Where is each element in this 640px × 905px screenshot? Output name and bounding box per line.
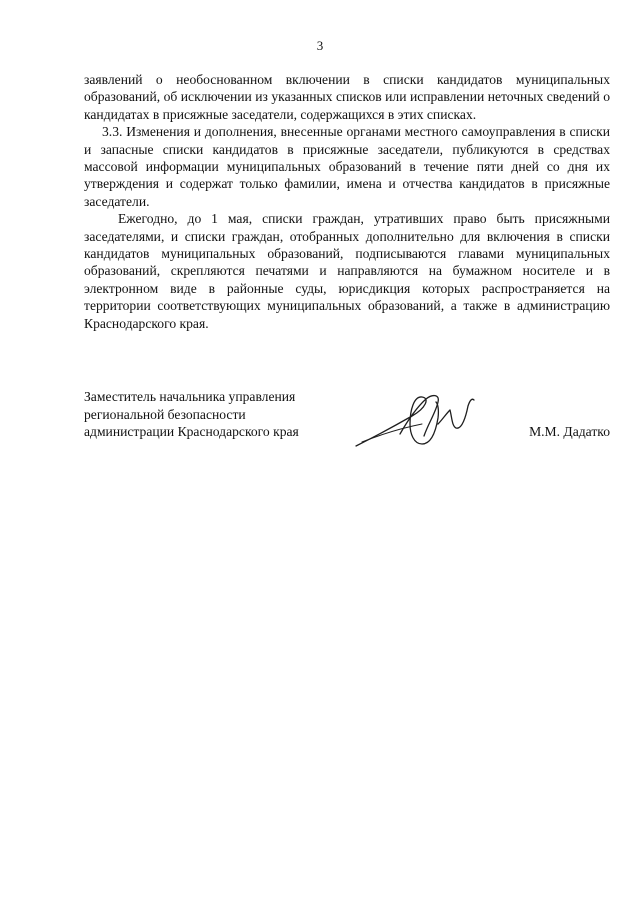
document-body [84,71,610,332]
handwritten-signature [352,390,492,452]
signer-position-line-3: администрации Краснодарского края [84,424,299,440]
paragraph-annual-lists: Ежегодно, до 1 мая, списки граждан, утративших право быть присяжными заседателями, и списки граждан, отобранных дополнительно для включения в списки кандидатов муниципальных образований, подписываются главами муниципальных образований, скрепляются печатями и направляются на бумажном носителе и в электронном виде в районные суды, юрисдикция которых распространяется на территории соответствующих муниципальных образований, а также в администрацию Краснодарского края. [84,211,610,331]
paragraph-continuation: заявлений о необоснованном включении в списки кандидатов муниципальных образований, об исключении из указанных списков или исправлении неточных сведений о кандидатах в присяжные заседатели, содержащихся в этих списках. [84,72,610,122]
signer-position-line-2: региональной безопасности [84,406,246,422]
signature-block [84,388,610,458]
signature-stroke-main [356,397,438,446]
paragraph-section-3-3: 3.3. Изменения и дополнения, внесенные органами местного самоуправления в списки и запасные списки кандидатов в присяжные заседатели, публикуются в средствах массовой информации муниципальных образований в течение пяти дней со дня их утверждения и содержат только фамилии, имена и отчества кандидатов в присяжные заседатели. [84,124,610,209]
signature-stroke-tail [438,399,474,428]
signer-position-line-1: Заместитель начальника управления [84,389,296,404]
page-number: 3 [316,38,324,53]
signature-stroke-loop [400,396,438,436]
signer-name: М.М. Дадатко [529,424,610,439]
signer-position [84,388,299,441]
